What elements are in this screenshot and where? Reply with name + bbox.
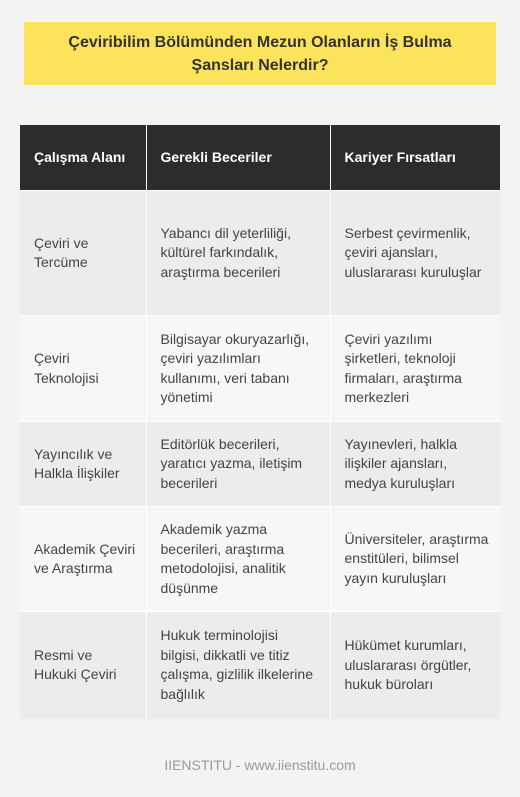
careers-cell: Çeviri yazılımı şirketleri, teknoloji firmaları, araştırma merkezleri <box>330 316 500 422</box>
table-row <box>20 422 500 507</box>
table-row <box>20 316 500 422</box>
skills-cell: Yabancı dil yeterliliği, kültürel farkındalık, araştırma becerileri <box>146 191 330 316</box>
table-row <box>20 191 500 316</box>
skills-cell: Hukuk terminolojisi bilgisi, dikkatli ve titiz çalışma, gizlilik ilkelerine bağlılık <box>146 612 330 719</box>
skills-cell: Editörlük becerileri, yaratıcı yazma, iletişim becerileri <box>146 422 330 507</box>
field-cell: Çeviri ve Tercüme <box>20 191 146 316</box>
careers-cell: Serbest çevirmenlik, çeviri ajansları, uluslararası kuruluşlar <box>330 191 500 316</box>
skills-cell: Akademik yazma becerileri, araştırma metodolojisi, analitik düşünme <box>146 507 330 612</box>
table-row <box>20 612 500 719</box>
column-header-field: Çalışma Alanı <box>20 125 146 191</box>
career-table <box>20 125 500 719</box>
field-cell: Resmi ve Hukuki Çeviri <box>20 612 146 719</box>
column-header-skills: Gerekli Beceriler <box>146 125 330 191</box>
page-title: Çeviribilim Bölümünden Mezun Olanların İş Bulma Şansları Nelerdir? <box>68 33 452 74</box>
field-cell: Yayıncılık ve Halkla İlişkiler <box>20 422 146 507</box>
field-cell: Akademik Çeviri ve Araştırma <box>20 507 146 612</box>
careers-cell: Üniversiteler, araştırma enstitüleri, bilimsel yayın kuruluşları <box>330 507 500 612</box>
table-header-row <box>20 125 500 191</box>
column-header-careers: Kariyer Fırsatları <box>330 125 500 191</box>
careers-cell: Yayınevleri, halkla ilişkiler ajansları, medya kuruluşları <box>330 422 500 507</box>
careers-cell: Hükümet kurumları, uluslararası örgütler, hukuk büroları <box>330 612 500 719</box>
title-banner <box>24 22 496 85</box>
table-row <box>20 507 500 612</box>
footer-credit: IIENSTITU - www.iienstitu.com <box>164 757 356 773</box>
field-cell: Çeviri Teknolojisi <box>20 316 146 422</box>
skills-cell: Bilgisayar okuryazarlığı, çeviri yazılımları kullanımı, veri tabanı yönetimi <box>146 316 330 422</box>
